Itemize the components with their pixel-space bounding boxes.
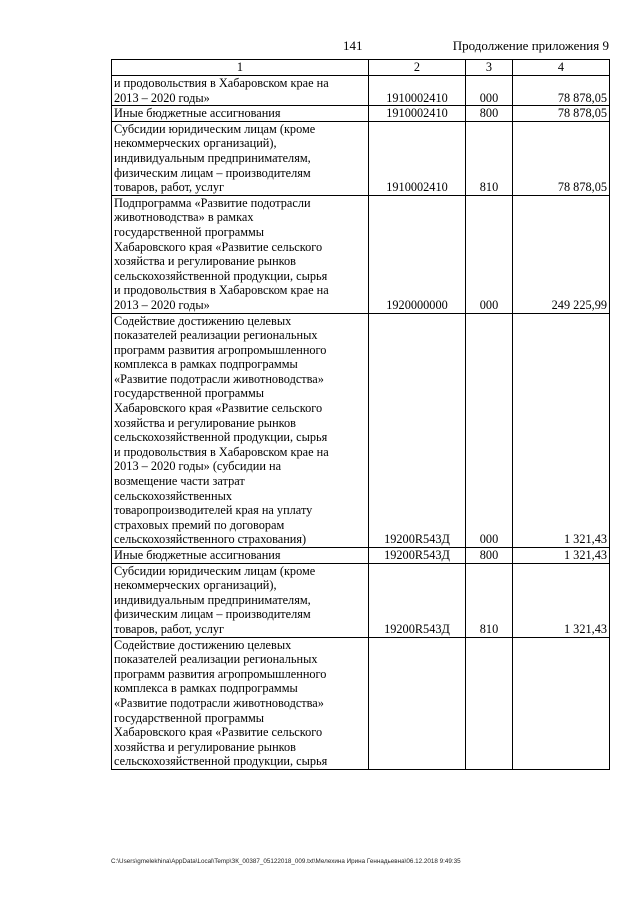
budget-table	[111, 59, 610, 770]
target-article-code-cell: 1910002410	[369, 121, 466, 195]
amount-cell: 78 878,05	[513, 76, 610, 106]
expense-type-code-cell: 000	[466, 313, 513, 548]
expense-type-code-cell: 000	[466, 195, 513, 313]
target-article-code-cell	[369, 637, 466, 769]
amount-cell: 249 225,99	[513, 195, 610, 313]
table-row	[112, 313, 610, 548]
row-name-cell: Содействие достижению целевых показателей реализации региональных программ развития агропромышленного комплекса в рамках подпрограммы «Развитие подотрасли животноводства» государственной программы Хабаровского края «Развитие сельского хозяйства и регулирование рынков сельскохозяйственной продукции, сырья	[112, 637, 369, 769]
amount-cell: 1 321,43	[513, 563, 610, 637]
amount-cell: 78 878,05	[513, 106, 610, 122]
column-number-row	[112, 60, 610, 76]
table-row	[112, 548, 610, 564]
target-article-code-cell: 19200R543Д	[369, 548, 466, 564]
table-row	[112, 76, 610, 106]
column-number: 4	[513, 60, 610, 76]
row-name-cell: Иные бюджетные ассигнования	[112, 548, 369, 564]
target-article-code-cell: 19200R543Д	[369, 563, 466, 637]
expense-type-code-cell: 000	[466, 76, 513, 106]
target-article-code-cell: 19200R543Д	[369, 313, 466, 548]
row-name-cell: и продовольствия в Хабаровском крае на 2013 – 2020 годы»	[112, 76, 369, 106]
table-row	[112, 121, 610, 195]
column-number: 2	[369, 60, 466, 76]
expense-type-code-cell: 800	[466, 548, 513, 564]
expense-type-code-cell: 800	[466, 106, 513, 122]
table-row	[112, 563, 610, 637]
target-article-code-cell: 1920000000	[369, 195, 466, 313]
amount-cell: 78 878,05	[513, 121, 610, 195]
table-row	[112, 637, 610, 769]
column-number: 3	[466, 60, 513, 76]
expense-type-code-cell: 810	[466, 121, 513, 195]
row-name-cell: Субсидии юридическим лицам (кроме некоммерческих организаций), индивидуальным предпринимателям, физическим лицам – производителям товаров, работ, услуг	[112, 563, 369, 637]
row-name-cell: Содействие достижению целевых показателей реализации региональных программ развития агропромышленного комплекса в рамках подпрограммы «Развитие подотрасли животноводства» государственной программы Хабаровского края «Развитие сельского хозяйства и регулирование рынков сельскохозяйственной продукции, сырья и продовольствия в Хабаровском крае на 2013 – 2020 годы» (субсидии на возмещение части затрат сельскохозяйственных товаропроизводителей края на уплату страховых премий по договорам сельскохозяйственного страхования)	[112, 313, 369, 548]
row-name-cell: Субсидии юридическим лицам (кроме некоммерческих организаций), индивидуальным предпринимателям, физическим лицам – производителям товаров, работ, услуг	[112, 121, 369, 195]
table-row	[112, 195, 610, 313]
row-name-cell: Иные бюджетные ассигнования	[112, 106, 369, 122]
column-number: 1	[112, 60, 369, 76]
target-article-code-cell: 1910002410	[369, 76, 466, 106]
amount-cell: 1 321,43	[513, 313, 610, 548]
expense-type-code-cell: 810	[466, 563, 513, 637]
file-path-footer: C:\Users\gmelekhina\AppData\Local\Temp\ЗК_00387_05122018_009.txt\Мелехина Ирина Геннадьевна\06.12.2018 9:49:35	[111, 858, 461, 865]
row-name-cell: Подпрограмма «Развитие подотрасли животноводства» в рамках государственной программы Хабаровского края «Развитие сельского хозяйства и регулирование рынков сельскохозяйственной продукции, сырья и продовольствия в Хабаровском крае на 2013 – 2020 годы»	[112, 195, 369, 313]
table-row	[112, 106, 610, 122]
amount-cell	[513, 637, 610, 769]
appendix-continuation-title: Продолжение приложения 9	[452, 38, 609, 53]
amount-cell: 1 321,43	[513, 548, 610, 564]
target-article-code-cell: 1910002410	[369, 106, 466, 122]
expense-type-code-cell	[466, 637, 513, 769]
page-number: 141	[343, 38, 363, 53]
